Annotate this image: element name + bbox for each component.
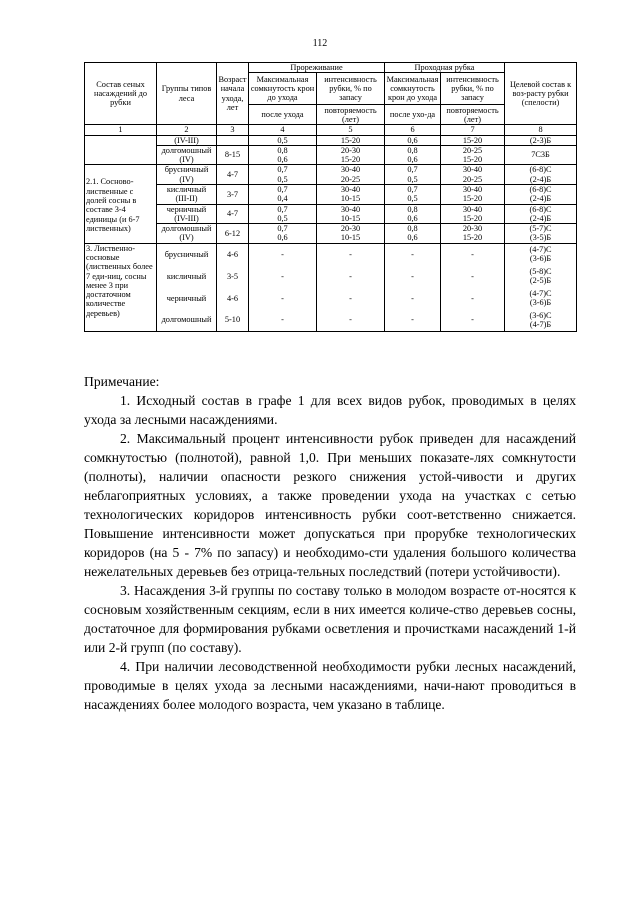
- age-cell: [217, 135, 249, 145]
- density-cell: -: [385, 265, 441, 287]
- intensity-cell: 30-40: [317, 184, 385, 194]
- target-cell: (2-4)Б: [505, 194, 577, 204]
- intensity-cell: -: [317, 243, 385, 265]
- intensity-cell: -: [317, 265, 385, 287]
- note-item-2: 2. Максимальный процент интенсивности рубок приведен для насаждений сомкнутостью (полнотой), равной 1,0. При меньших показате-лях сомкнутости (полноты), наличии опасности резкого снижения устой-чивости и других неблагоприятных условиях, а также проведении ухода на участках с сетью технологических коридоров интенсивность рубки соот-ветственно снижается. Повышение интенсивности может допускаться при прорубке технологических коридоров (на 5 - 7% по запасу) и необходимо-сти удаления большого количества нежелательных деревьев без отрица-тельных последствий (потери устойчивости).: [84, 431, 576, 579]
- forest-group-cell: черничный: [157, 287, 217, 309]
- target-birch: (3-6)Б: [529, 254, 552, 264]
- intensity-cell: -: [441, 243, 505, 265]
- age-cell: 4-6: [217, 243, 249, 265]
- target-cell: (6-8)С: [505, 165, 577, 175]
- header-max-density: Максимальная сомкнутость крон до ухода: [249, 73, 317, 105]
- header-after-care: после ухода: [249, 105, 317, 125]
- col-number: 8: [505, 125, 577, 135]
- header-forest-groups: Группы типов леса: [157, 63, 217, 125]
- header-intensity-2: интенсивность рубки, % по запасу: [441, 73, 505, 105]
- density-cell: 0,7: [249, 204, 317, 214]
- intensity-cell: 20-25: [317, 175, 385, 185]
- page-number: 112: [312, 38, 328, 49]
- target-cell: (3-5)Б: [505, 233, 577, 243]
- intensity-cell: -: [441, 309, 505, 331]
- density-cell: 0,7: [385, 184, 441, 194]
- density-cell: -: [249, 265, 317, 287]
- density-cell: 0,6: [385, 233, 441, 243]
- target-pine: (3-6)С: [529, 310, 552, 320]
- density-cell: -: [249, 287, 317, 309]
- forest-group-cell: долгомошный: [157, 224, 217, 234]
- col-number: 6: [385, 125, 441, 135]
- forest-group-cell: (IV): [157, 155, 217, 165]
- table-row: [85, 194, 577, 204]
- density-cell: 0,5: [385, 194, 441, 204]
- composition-cell: [85, 135, 157, 165]
- table-row: [85, 145, 577, 155]
- intensity-cell: -: [317, 309, 385, 331]
- header-composition: Состав сеных насаждений до рубки: [85, 63, 157, 125]
- age-cell: 3-5: [217, 265, 249, 287]
- note-item-4: 4. При наличии лесоводственной необходимости рубки лесных насаждений, проводимые в целях ухода за лесными насаждениями, начи-нают проводиться в насаждениях более молодого возраста, чем указано в таблице.: [84, 659, 576, 712]
- header-repeat: повторяемость (лет): [317, 105, 385, 125]
- density-cell: -: [385, 309, 441, 331]
- density-cell: 0,7: [385, 165, 441, 175]
- header-target-composition: Целевой состав к воз-расту рубки (спелости): [505, 63, 577, 125]
- intensity-cell: 20-30: [441, 224, 505, 234]
- intensity-cell: 15-20: [441, 233, 505, 243]
- forestry-table: [84, 62, 577, 332]
- forest-group-cell: (IV-III): [157, 214, 217, 224]
- density-cell: 0,7: [249, 224, 317, 234]
- note-item-1: 1. Исходный состав в графе 1 для всех видов рубок, проводимых в целях ухода за лесными насаждениями.: [84, 393, 576, 427]
- target-cell: (5-7)С: [505, 224, 577, 234]
- density-cell: 0,8: [385, 145, 441, 155]
- intensity-cell: 30-40: [317, 204, 385, 214]
- age-cell: 4-6: [217, 287, 249, 309]
- density-cell: 0,5: [249, 175, 317, 185]
- header-thinning: Прореживание: [249, 63, 385, 73]
- intensity-cell: 20-30: [317, 224, 385, 234]
- intensity-cell: 10-15: [317, 194, 385, 204]
- table-row: [85, 224, 577, 234]
- intensity-cell: 10-15: [317, 214, 385, 224]
- density-cell: -: [385, 243, 441, 265]
- density-cell: 0,8: [385, 204, 441, 214]
- target-birch: (4-7)Б: [529, 319, 552, 329]
- target-cell: [505, 265, 577, 287]
- intensity-cell: 15-20: [441, 214, 505, 224]
- table-row: [85, 265, 577, 287]
- table-row: [85, 165, 577, 175]
- target-cell: [505, 309, 577, 331]
- forest-group-cell: черничный: [157, 204, 217, 214]
- density-cell: 0,6: [385, 155, 441, 165]
- composition-cell: 3. Лиственно-сосновые (лиственных более 7 еди-ниц, сосны менее 3 при достаточном количестве деревьев): [85, 243, 157, 331]
- density-cell: -: [249, 309, 317, 331]
- intensity-cell: 20-30: [317, 145, 385, 155]
- table-row: [85, 204, 577, 214]
- table-row: [85, 287, 577, 309]
- age-cell: 3-7: [217, 184, 249, 204]
- density-cell: -: [249, 243, 317, 265]
- forest-group-cell: брусничный: [157, 165, 217, 175]
- table-row: [85, 214, 577, 224]
- intensity-cell: 15-20: [441, 135, 505, 145]
- col-number: 5: [317, 125, 385, 135]
- col-number: 1: [85, 125, 157, 135]
- header-passage-cutting: Проходная рубка: [385, 63, 505, 73]
- forest-group-cell: долгомошный: [157, 145, 217, 155]
- intensity-cell: 30-40: [441, 165, 505, 175]
- table-row: [85, 135, 577, 145]
- forest-group-cell: кисличный: [157, 184, 217, 194]
- target-birch: (3-6)Б: [529, 298, 552, 308]
- intensity-cell: 15-20: [317, 155, 385, 165]
- age-cell: 4-7: [217, 165, 249, 185]
- table-row: [85, 233, 577, 243]
- table-row: [85, 309, 577, 331]
- age-cell: 6-12: [217, 224, 249, 244]
- density-cell: 0,6: [249, 155, 317, 165]
- intensity-cell: 15-20: [441, 155, 505, 165]
- density-cell: 0,6: [385, 135, 441, 145]
- target-cell: [505, 287, 577, 309]
- note-item-3: 3. Насаждения 3-й группы по составу только в молодом возрасте от-носятся к сосновым хозяйственным секциям, если в них имеется количе-ство деревьев сосны, достаточное для формирования рубками осветления и прочистками насаждений 1-й или 2-й групп (по составу).: [84, 583, 576, 655]
- col-number: 4: [249, 125, 317, 135]
- density-cell: -: [385, 287, 441, 309]
- notes-heading: Примечание:: [84, 374, 160, 389]
- composition-cell: 2.1. Сосново-лиственные с долей сосны в составе 3-4 единицы (и 6-7 лиственных): [85, 165, 157, 243]
- intensity-cell: 30-40: [441, 184, 505, 194]
- intensity-cell: 20-25: [441, 175, 505, 185]
- target-cell: [505, 243, 577, 265]
- intensity-cell: -: [317, 287, 385, 309]
- intensity-cell: 20-25: [441, 145, 505, 155]
- intensity-cell: 30-40: [317, 165, 385, 175]
- target-pine: (4-7)С: [529, 245, 552, 255]
- table-row: [85, 175, 577, 185]
- target-pine: (5-8)С: [529, 266, 552, 276]
- table-row: [85, 243, 577, 265]
- intensity-cell: -: [441, 265, 505, 287]
- density-cell: 0,6: [385, 214, 441, 224]
- forest-group-cell: (IV-III): [157, 135, 217, 145]
- forest-group-cell: кисличный: [157, 265, 217, 287]
- forest-group-cell: брусничный: [157, 243, 217, 265]
- header-intensity: интенсивность рубки, % по запасу: [317, 73, 385, 105]
- intensity-cell: 30-40: [441, 204, 505, 214]
- density-cell: 0,5: [249, 135, 317, 145]
- header-after-care-2: после ухо-да: [385, 105, 441, 125]
- intensity-cell: -: [441, 287, 505, 309]
- age-cell: 4-7: [217, 204, 249, 224]
- header-start-age: Возраст начала ухода, лет: [217, 63, 249, 125]
- target-cell: (2-4)Б: [505, 214, 577, 224]
- forest-group-cell: (IV): [157, 175, 217, 185]
- col-number: 2: [157, 125, 217, 135]
- header-max-density-2: Максимальная сомкнутость крон до ухода: [385, 73, 441, 105]
- density-cell: 0,4: [249, 194, 317, 204]
- target-birch: (2-5)Б: [529, 276, 552, 286]
- table-row: [85, 184, 577, 194]
- col-number: 7: [441, 125, 505, 135]
- density-cell: 0,5: [249, 214, 317, 224]
- age-cell: 8-15: [217, 145, 249, 165]
- density-cell: 0,8: [249, 145, 317, 155]
- intensity-cell: 15-20: [441, 194, 505, 204]
- target-cell: 7С3Б: [505, 145, 577, 165]
- age-cell: 5-10: [217, 309, 249, 331]
- target-cell: (6-8)С: [505, 184, 577, 194]
- target-cell: (2-4)Б: [505, 175, 577, 185]
- density-cell: 0,7: [249, 165, 317, 175]
- col-number: 3: [217, 125, 249, 135]
- header-repeat-2: повторяемость (лет): [441, 105, 505, 125]
- target-cell: (2-3)Б: [505, 135, 577, 145]
- target-pine: (4-7)С: [529, 288, 552, 298]
- intensity-cell: 15-20: [317, 135, 385, 145]
- forest-group-cell: (III-II): [157, 194, 217, 204]
- density-cell: 0,7: [249, 184, 317, 194]
- forest-group-cell: долгомошный: [157, 309, 217, 331]
- density-cell: 0,5: [385, 175, 441, 185]
- density-cell: 0,8: [385, 224, 441, 234]
- notes-section: [84, 372, 576, 714]
- intensity-cell: 10-15: [317, 233, 385, 243]
- forest-group-cell: (IV): [157, 233, 217, 243]
- target-cell: (6-8)С: [505, 204, 577, 214]
- density-cell: 0,6: [249, 233, 317, 243]
- table-row: [85, 155, 577, 165]
